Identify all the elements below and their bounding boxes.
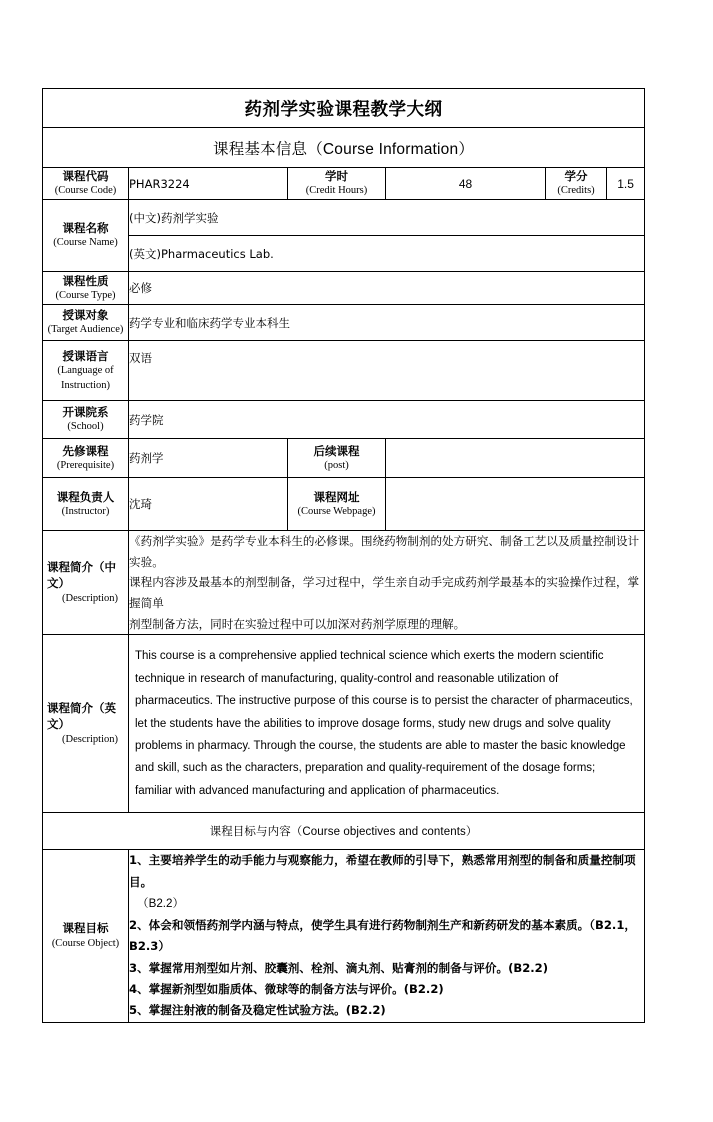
table-row-section-basic — [43, 128, 645, 168]
objective-item-1-tag: （B2.2） — [137, 897, 185, 911]
description-en-line-7: familiar with advanced manufacturing and application of pharmaceutics. — [135, 784, 500, 797]
table-row-course-name-cn — [43, 200, 645, 236]
value-school: 药学院 — [129, 401, 645, 439]
label-post-en: (post) — [324, 459, 349, 471]
table-row-description-en — [43, 635, 645, 813]
label-objective-en: (Course Object) — [51, 937, 120, 949]
label-post-cn: 后续课程 — [313, 443, 360, 458]
table-row-course-objectives — [43, 850, 645, 1023]
label-desc-cn: 课程简介（中文） — [47, 560, 116, 591]
section-header-course-objectives: 课程目标与内容（Course objectives and contents） — [43, 813, 645, 850]
description-en-line-6: and skill, such as the characters, preparation and quality-requirement of the dosage forms; — [135, 762, 596, 775]
section-header-course-information: 课程基本信息（Course Information） — [43, 128, 645, 168]
label-course-object — [43, 850, 129, 1023]
objective-item-4: 4、掌握新剂型如脂质体、微球等的制备方法与评价。(B2.2) — [129, 981, 444, 996]
label-desc-cn-en: (Description) — [62, 592, 118, 604]
value-course-objectives — [129, 850, 645, 1023]
label-description-chinese — [43, 531, 129, 635]
label-course-name-cn: 课程名称 — [62, 221, 109, 236]
label-objective-cn: 课程目标 — [62, 921, 109, 936]
label-language-en: (Language of Instruction) — [57, 364, 114, 391]
label-course-webpage — [288, 478, 386, 531]
label-language-cn: 授课语言 — [62, 348, 109, 363]
label-language-of-instruction — [43, 341, 129, 401]
label-prerequisite-cn: 先修课程 — [62, 443, 109, 458]
description-en-line-2: technique in research of manufacturing, quality-control and reasonable utilization of — [135, 672, 559, 685]
objective-item-3: 3、掌握常用剂型如片剂、胶囊剂、栓剂、滴丸剂、贴膏剂的制备与评价。(B2.2) — [129, 960, 549, 975]
label-course-code-cn: 课程代码 — [62, 169, 109, 183]
table-row-prerequisite — [43, 439, 645, 478]
value-language: 双语 — [129, 341, 645, 401]
label-prerequisite-en: (Prerequisite) — [56, 459, 115, 471]
label-course-type-en: (Course Type) — [55, 289, 116, 301]
label-webpage-cn: 课程网址 — [313, 489, 360, 504]
description-cn-line-1: 《药剂学实验》是药学专业本科生的必修课。围绕药物制剂的处方研究、制备工艺以及质量控制设计实验。 — [129, 534, 640, 569]
syllabus-table — [42, 88, 645, 1023]
value-course-name-chinese: (中文)药剂学实验 — [129, 200, 645, 236]
value-target-audience: 药学专业和临床药学专业本科生 — [129, 305, 645, 341]
value-credits: 1.5 — [607, 168, 645, 200]
label-school-en: (School) — [67, 421, 104, 433]
label-credit-hours — [288, 168, 386, 200]
label-instructor — [43, 478, 129, 531]
description-en-line-4: let the students have the abilities to improve dosage forms, study new drugs and solve quality — [135, 717, 611, 730]
table-row-course-name-en — [43, 236, 645, 272]
label-course-name-en: (Course Name) — [53, 237, 118, 249]
label-credit-hours-cn: 学时 — [325, 169, 348, 183]
label-school — [43, 401, 129, 439]
label-desc-en: 课程简介（英文） — [47, 701, 116, 732]
table-row-section-objectives — [43, 813, 645, 850]
syllabus-page — [42, 88, 644, 1023]
label-school-cn: 开课院系 — [62, 405, 109, 420]
label-instructor-cn: 课程负责人 — [56, 489, 115, 504]
value-course-type: 必修 — [129, 272, 645, 305]
label-course-code — [43, 168, 129, 200]
description-cn-line-2: 课程内容涉及最基本的剂型制备，学习过程中，学生亲自动手完成药剂学最基本的实验操作过程，掌握简单 — [129, 575, 640, 611]
page-title: 药剂学实验课程教学大纲 — [43, 89, 645, 128]
table-row-instructor — [43, 478, 645, 531]
value-description-english — [129, 635, 645, 813]
value-credit-hours: 48 — [386, 168, 546, 200]
label-course-type — [43, 272, 129, 305]
label-webpage-en: (Course Webpage) — [297, 505, 376, 517]
label-course-type-cn: 课程性质 — [62, 273, 109, 288]
label-instructor-en: (Instructor) — [61, 505, 110, 517]
label-credits — [546, 168, 607, 200]
value-course-name-english: (英文)Pharmaceutics Lab. — [129, 236, 645, 272]
value-instructor: 沈琦 — [129, 478, 288, 531]
description-en-line-5: problems in pharmacy. Through the course, the students are able to master the basic knowledge — [135, 740, 626, 753]
description-en-line-1: This course is a comprehensive applied technical science which exerts the modern scientific — [135, 650, 604, 663]
value-description-chinese — [129, 531, 645, 635]
label-credits-en: (Credits) — [557, 185, 595, 197]
table-row-language — [43, 341, 645, 401]
label-prerequisite — [43, 439, 129, 478]
table-row-title — [43, 89, 645, 128]
label-course-name — [43, 200, 129, 272]
label-description-english — [43, 635, 129, 813]
value-course-code: PHAR3224 — [129, 168, 288, 200]
objective-item-5: 5、掌握注射液的制备及稳定性试验方法。(B2.2) — [129, 1003, 386, 1018]
label-target-audience-en: (Target Audience) — [47, 324, 124, 336]
value-prerequisite: 药剂学 — [129, 439, 288, 478]
label-post-course — [288, 439, 386, 478]
table-row-target-audience — [43, 305, 645, 341]
value-post — [386, 439, 645, 478]
label-target-audience-cn: 授课对象 — [62, 308, 109, 323]
label-credit-hours-en: (Credit Hours) — [305, 185, 368, 197]
objective-item-2: 2、体会和领悟药剂学内涵与特点，使学生具有进行药物制剂生产和新药研发的基本素质。（B2.1，B2.3） — [129, 917, 636, 954]
objective-item-1: 1、主要培养学生的动手能力与观察能力，希望在教师的引导下，熟悉常用剂型的制备和质量控制项目。 — [129, 853, 636, 889]
table-row-description-cn — [43, 531, 645, 635]
table-row-school — [43, 401, 645, 439]
label-course-code-en: (Course Code) — [54, 185, 117, 197]
table-row-course-type — [43, 272, 645, 305]
label-credits-cn: 学分 — [564, 169, 588, 183]
description-en-line-3: pharmaceutics. The instructive purpose of this course is to persist the character of pharmaceutics, — [135, 695, 633, 708]
value-webpage — [386, 478, 645, 531]
label-desc-en-en: (Description) — [62, 733, 118, 745]
label-target-audience — [43, 305, 129, 341]
table-row-course-code — [43, 168, 645, 200]
description-cn-line-3: 剂型制备方法，同时在实验过程中可以加深对药剂学原理的理解。 — [129, 616, 466, 631]
